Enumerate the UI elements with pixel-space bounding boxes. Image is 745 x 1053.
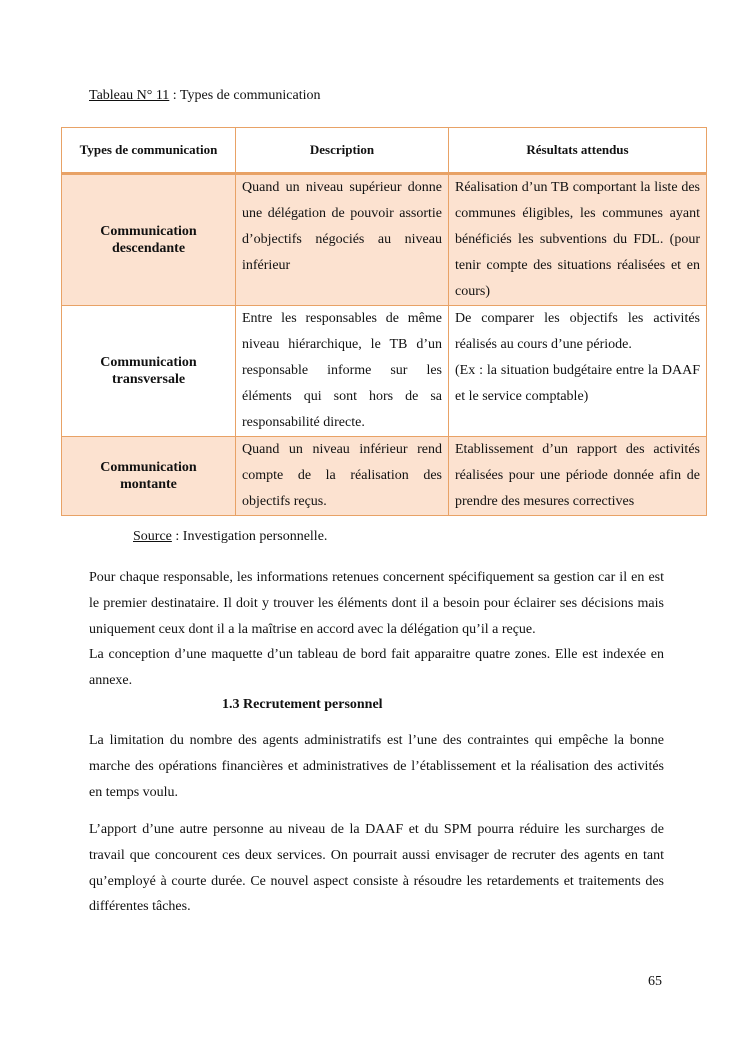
row-results [449,306,707,437]
row-results [449,437,707,516]
row-description: Quand un niveau inférieur rend compte de la réalisation des objectifs reçus. [236,437,449,516]
row-type-cell [62,174,236,306]
row-type-line2: montante [120,477,177,492]
paragraph-2: La conception d’une maquette d’un tableau de bord fait apparaitre quatre zones. Elle est indexée en annexe. [89,647,664,688]
row-type-line1: Communication [100,355,197,370]
table-caption-label: Tableau N° 11 [89,88,170,103]
table-row [62,174,707,306]
row-results [449,174,707,306]
table-source [133,529,327,545]
row-type-line2: transversale [111,372,186,387]
row-results-text: De comparer les objectifs les activités réalisés au cours d’une période. [455,311,700,352]
section-heading: 1.3 Recrutement personnel [222,697,383,712]
communication-types-table [61,127,707,516]
header-results: Résultats attendus [449,128,707,174]
row-results-text: (Ex : la situation budgétaire entre la DAAF et le service comptable) [455,363,700,404]
table-caption-text: : Types de communication [169,88,321,103]
header-description: Description [236,128,449,174]
row-type-line1: Communication [100,460,197,475]
page-number: 65 [648,974,662,989]
row-type-line1: Communication [100,224,197,239]
paragraph-1: Pour chaque responsable, les informations retenues concernent spécifiquement sa gestion car il en est le premier destinataire. Il doit y trouver les éléments dont il a besoin pour éclairer ses décisions mais uniquement ceux dont il a la maîtrise en accord avec la délégation qu’il a reçue. [89,570,664,637]
row-type-line2: descendante [111,241,186,256]
row-results-text: Etablissement d’un rapport des activités réalisées pour une période donnée afin de prendre des mesures correctives [455,442,700,509]
row-type-cell [62,306,236,437]
paragraph-4: L’apport d’une autre personne au niveau de la DAAF et du SPM pourra réduire les surcharges de travail que concourent ces deux services. On pourrait aussi envisager de recruter des agents en tant qu’employé à courte durée. Ce nouvel aspect consiste à résoudre les retardements et traitements des différentes tâches. [89,822,664,915]
source-text: : Investigation personnelle. [171,529,328,544]
row-description: Quand un niveau supérieur donne une délégation de pouvoir assortie d’objectifs négociés au niveau inférieur [236,174,449,306]
table-header-row [62,128,707,174]
row-results-text: Réalisation d’un TB comportant la liste des communes éligibles, les communes ayant bénéficiés les subventions du FDL. (pour tenir compte des situations réalisées et en cours) [455,180,700,299]
table-row [62,437,707,516]
table-row [62,306,707,437]
header-types: Types de communication [62,128,236,174]
paragraph-3: La limitation du nombre des agents administratifs est l’une des contraintes qui empêche la bonne marche des opérations financières et administratives de l’établissement et la réalisation des activités en temps voulu. [89,733,664,800]
row-type-cell [62,437,236,516]
table-caption [89,88,320,104]
source-label: Source [133,529,172,544]
row-description: Entre les responsables de même niveau hiérarchique, le TB d’un responsable informe sur les éléments qui sont hors de sa responsabilité directe. [236,306,449,437]
